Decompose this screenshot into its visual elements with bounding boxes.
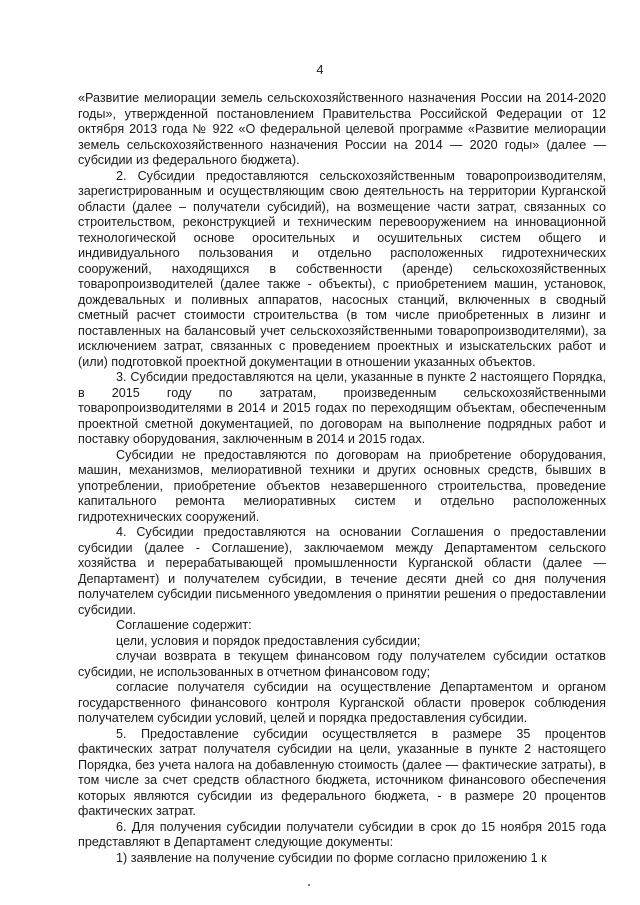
- paragraph-3-subsidy-terms: 3. Субсидии предоставляются на цели, указанные в пункте 2 настоящего Порядка, в 2015 году по затратам, произведенным сельскохозяйственными товаропроизводителями в 2014 и 2015 годах по переходящим объектам, обеспеченным проектной сметной документацией, по договорам на выполнение подрядных работ и поставку оборудования, заключенным в 2014 и 2015 годах.: [78, 370, 606, 446]
- paragraph-4-agreement: 4. Субсидии предоставляются на основании Соглашения о предоставлении субсидии (далее - Соглашение), заключаемом между Департаментом сельского хозяйства и перерабатывающей промышленности Курганской области (далее — Департамент) и получателем субсидии, в течение десяти дней со дня получения получателем субсидии письменного уведомления о принятии решения о предоставлении субсидии.: [78, 525, 606, 617]
- paragraph-program-name: «Развитие мелиорации земель сельскохозяйственного назначения России на 2014-2020 годы», утвержденной постановлением Правительства Российской Федерации от 12 октября 2013 года № 922 «О федеральной целевой программе «Развитие мелиорации земель сельскохозяйственного назначения России на 2014 — 2020 годы» (далее — субсидии из федерального бюджета).: [78, 91, 606, 167]
- paragraph-exclusions: Субсидии не предоставляются по договорам на приобретение оборудования, машин, механизмов, мелиоративной техники и других основных средств, бывших в употреблении, приобретение объектов незавершенного строительства, проведение капитального ремонта мелиоративных систем и отдельно расположенных гидротехнических сооружений.: [78, 447, 606, 524]
- list-item-consent: согласие получателя субсидии на осуществление Департаментом и органом государственного финансового контроля Курганской области проверок соблюдения получателем субсидии условий, целей и порядка предоставления субсидии.: [78, 680, 606, 725]
- paragraph-2-subsidy-purpose: 2. Субсидии предоставляются сельскохозяйственным товаропроизводителям, зарегистрированным и осуществляющим свою деятельность на территории Курганской области (далее – получатели субсидий), на возмещение части затрат, связанных со строительством, реконструкцией и техническим перевооружением на инновационной технологической основе оросительных и осушительных систем общего и индивидуального пользования и отдельно расположенных гидротехнических сооружений, находящихся в собственности (аренде) сельскохозяйственных товаропроизводителей (далее также - объекты), с приобретением машин, установок, дождевальных и поливных аппаратов, насосных станций, включенных в сводный сметный расчет стоимости строительства (в том числе приобретенных в лизинг и поставленных на балансовый учет сельскохозяйственными товаропроизводителями), за исключением затрат, связанных с проведением проектных и изыскательских работ и (или) подготовкой проектной документации в отношении указанных объектов.: [78, 168, 606, 369]
- paragraph-5-subsidy-size: 5. Предоставление субсидии осуществляется в размере 35 процентов фактических затрат получателя субсидии на цели, указанные в пункте 2 настоящего Порядка, без учета налога на добавленную стоимость (далее — фактические затраты), в том числе за счет средств областного бюджета, источником финансового обеспечения которых являются субсидии из федерального бюджета, - в размере 20 процентов фактических затрат.: [78, 726, 606, 818]
- list-item-goals: цели, условия и порядок предоставления субсидии;: [116, 633, 421, 648]
- scan-speck: [308, 884, 310, 886]
- document-body: [78, 91, 606, 866]
- list-item-refund-cases: случаи возврата в текущем финансовом году получателем субсидии остатков субсидии, не использованных в отчетном финансовом году;: [78, 649, 606, 679]
- page-number: 4: [316, 63, 324, 77]
- paragraph-agreement-contains: Соглашение содержит:: [116, 618, 252, 632]
- paragraph-6-documents: 6. Для получения субсидии получатели субсидии в срок до 15 ноября 2015 года представляют в Департамент следующие документы:: [78, 819, 606, 849]
- list-item-application: 1) заявление на получение субсидии по форме согласно приложению 1 к: [116, 850, 547, 865]
